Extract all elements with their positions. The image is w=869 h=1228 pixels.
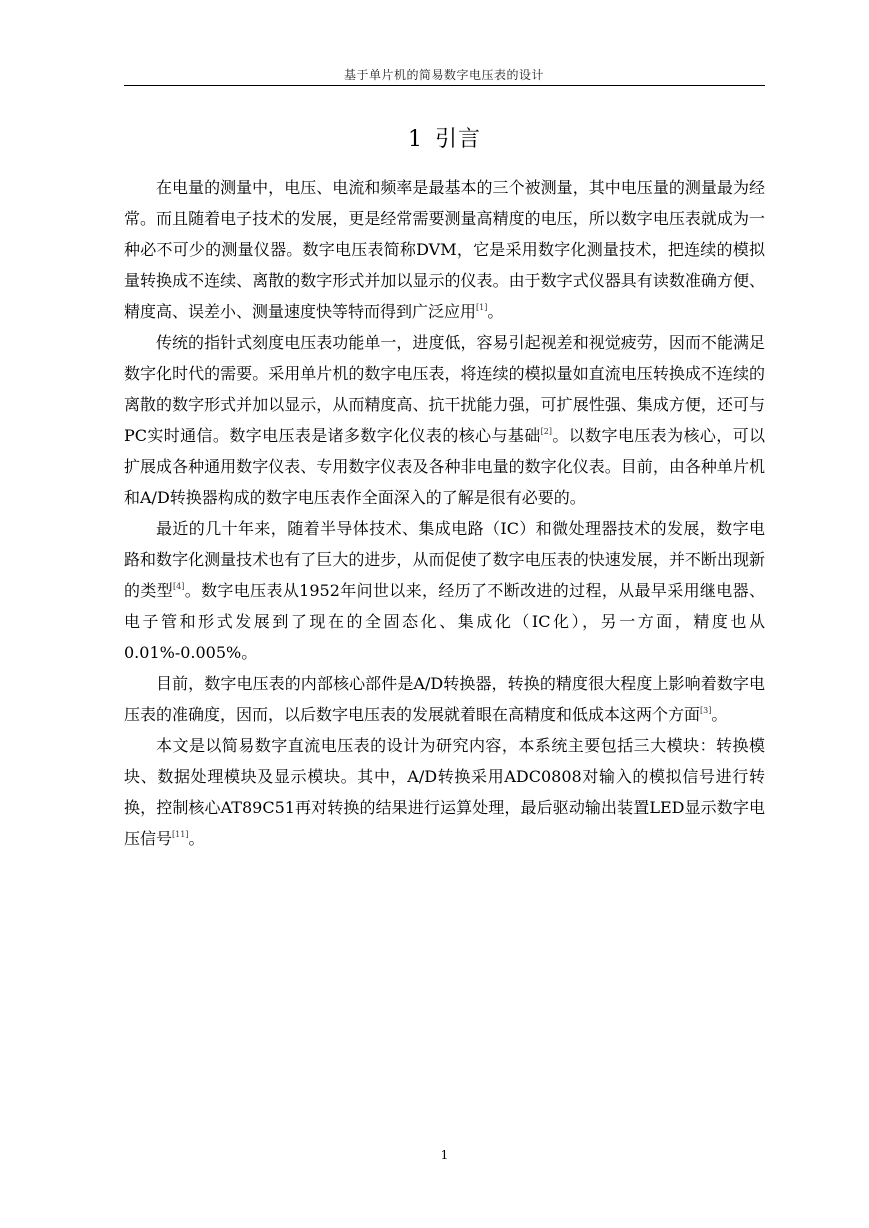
paragraph-tail: 。 [188,829,205,848]
body-text [124,172,765,854]
paragraph-5 [124,730,765,854]
header-rule [124,85,765,86]
citation-ref: [3] [700,706,712,715]
paragraph-tail: 。以数字电压表为核心，可以扩展成各种通用数字仪表、专用数字仪表及各种非电量的数字化仪表。目前，由各种单片机和A/D转换器构成的数字电压表作全面深入的了解是很有必要的。 [124,426,765,507]
citation-ref: [1] [476,303,488,312]
citation-ref: [2] [540,427,552,436]
paragraph-text: 目前，数字电压表的内部核心部件是A/D转换器，转换的精度很大程度上影响着数字电压表的准确度，因而，以后数字电压表的发展就着眼在高精度和低成本这两个方面 [124,674,765,724]
chapter-number: 1 [407,127,423,152]
citation-ref: [4] [173,582,185,591]
paragraph-text: 传统的指针式刻度电压表功能单一，进度低，容易引起视差和视觉疲劳，因而不能满足数字化时代的需要。采用单片机的数字电压表，将连续的模拟量如直流电压转换成不连续的离散的数字形式并加以显示，从而精度高、抗干扰能力强，可扩展性强、集成方便，还可与PC实时通信。数字电压表是诸多数字化仪表的核心与基础 [124,333,765,445]
paragraph-4 [124,668,765,730]
paragraph-text: 在电量的测量中，电压、电流和频率是最基本的三个被测量，其中电压量的测量最为经常。而且随着电子技术的发展，更是经常需要测量高精度的电压，所以数字电压表就成为一种必不可少的测量仪器。数字电压表简称DVM，它是采用数字化测量技术，把连续的模拟量转换成不连续、离散的数字形式并加以显示的仪表。由于数字式仪器具有读数准确方便、精度高、误差小、测量速度快等特而得到广泛应用 [124,178,765,321]
page-number: 1 [440,1148,449,1162]
paragraph-tail: 。数字电压表从1952年问世以来，经历了不断改进的过程，从最早采用继电器、电子管和形式发展到了现在的全固态化、集成化（IC化），另一方面，精度也从0.01%-0.005%。 [124,581,765,662]
paragraph-text: 本文是以简易数字直流电压表的设计为研究内容，本系统主要包括三大模块：转换模块、数据处理模块及显示模块。其中，A/D转换采用ADC0808对输入的模拟信号进行转换，控制核心AT89C51再对转换的结果进行运算处理，最后驱动输出装置LED显示数字电压信号 [124,736,765,848]
paragraph-2 [124,327,765,513]
paragraph-3 [124,513,765,668]
paragraph-text: 最近的几十年来，随着半导体技术、集成电路（IC）和微处理器技术的发展，数字电路和数字化测量技术也有了巨大的进步，从而促使了数字电压表的快速发展，并不断出现新的类型 [124,519,765,600]
paragraph-tail: 。 [711,705,728,724]
paragraph-1 [124,172,765,327]
running-header: 基于单片机的简易数字电压表的设计 [343,68,544,82]
citation-ref: [11] [172,830,189,839]
chapter-title-text: 引言 [434,127,481,152]
chapter-title [124,122,765,153]
paragraph-tail: 。 [487,302,504,321]
